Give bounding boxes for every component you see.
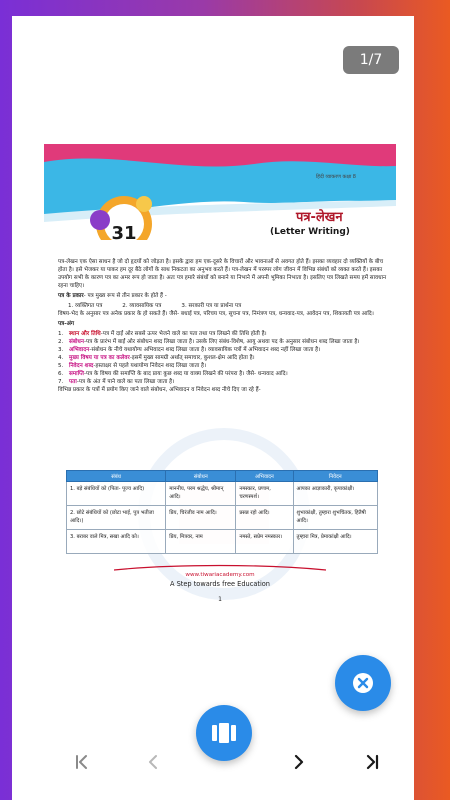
type-item: 3. सरकारी पत्र या प्रार्थना पत्र bbox=[181, 303, 242, 309]
page-navigation-bar bbox=[12, 740, 414, 784]
type-item: 1. व्यक्तिगत पत्र bbox=[68, 303, 103, 309]
list-item: 5. निवेदन शब्द-हस्ताक्षर से पहले यथायोग्य निवेदन शब्द लिखा जाता है। bbox=[58, 363, 207, 369]
table-cell: माननीय, परम श्रद्धेय, श्रीमान् आदि। bbox=[166, 482, 236, 506]
parts-list bbox=[58, 330, 388, 386]
types-note: विषय-भेद के अनुसार पत्र अनेक प्रकार के हो सकते हैं। जैसे- बधाई पत्र, परिचय पत्र, सूचना पत्र, निमंत्रण पत्र, धन्यवाद-पत्र, आवेदन पत्र, शिकायती पत्र आदि। bbox=[58, 311, 374, 317]
table-cell: तुम्हारा मित्र, प्रेमाकांक्षी आदि। bbox=[293, 530, 378, 554]
footer-divider bbox=[114, 564, 326, 572]
parts-heading: पत्र-अंग bbox=[58, 321, 75, 327]
first-page-button[interactable] bbox=[68, 750, 96, 774]
table-cell: 1. बड़े संबंधियों को (पिता- पूज्य आदि) bbox=[67, 482, 166, 506]
type-item: 2. व्यावसायिक पत्र bbox=[122, 303, 162, 309]
page-indicator: 1/7 bbox=[343, 46, 399, 74]
chapter-title-english: (Letter Writing) bbox=[270, 227, 350, 237]
close-icon bbox=[352, 672, 374, 694]
table-cell: 3. बराबर वाले मित्र, सखा आदि को। bbox=[67, 530, 166, 554]
list-item: 4. मुख्य विषय या पत्र का कलेवर-इसमें मुख्य सामग्री अर्थात् समाचार, कुशल-क्षेम आदि होता है। bbox=[58, 355, 255, 361]
page-number: 1 bbox=[218, 596, 222, 603]
table-row bbox=[67, 482, 378, 506]
close-button[interactable] bbox=[335, 655, 391, 711]
table-cell: शुभाकांक्षी, तुम्हारा शुभचिंतक, हितैषी आदि। bbox=[293, 506, 378, 530]
book-header: हिंदी व्याकरण कक्षा 8 bbox=[316, 174, 356, 180]
table-cell: नमस्कार, प्रणाम, चरणस्पर्श। bbox=[236, 482, 293, 506]
table-cell: 2. छोटे संबंधियों को (छोटा भाई, पुत्र भतीजा आदि।) bbox=[67, 506, 166, 530]
table-header: अभिवादन bbox=[236, 471, 293, 482]
table-cell: प्रसन्न रहो आदि। bbox=[236, 506, 293, 530]
table-row bbox=[67, 530, 378, 554]
table-header: निवेदन bbox=[293, 471, 378, 482]
document-page[interactable] bbox=[44, 144, 396, 636]
table-row bbox=[67, 506, 378, 530]
chapter-banner bbox=[44, 144, 396, 240]
types-list bbox=[58, 302, 388, 310]
table-intro: विभिन्न प्रकार के पत्रों में प्रयोग किए जाने वाले संबोधन, अभिवादन व निवेदन शब्द नीचे दिए जा रहे हैं- bbox=[58, 387, 261, 393]
tagline: A Step towards free Education bbox=[169, 580, 270, 588]
chapter-number: 31 bbox=[111, 223, 137, 244]
last-page-icon bbox=[363, 753, 381, 771]
website-link[interactable]: www.tiwariacademy.com bbox=[185, 572, 255, 578]
last-page-button[interactable] bbox=[358, 750, 386, 774]
table-cell: प्रिय, मित्रवर, नाम bbox=[166, 530, 236, 554]
list-item: 3. अभिवादन-संबोधन के नीचे यथायोग्य अभिवादन शब्द लिखा जाता है। व्यावसायिक पत्रों में अभिवादन शब्द नहीं लिखा जाता है। bbox=[58, 347, 321, 353]
list-item: 6. समाप्ति-पत्र के विषय की समाप्ति के बाद प्रायः कुछ शब्द या वाक्य लिखने की परंपरा है। जैसे- धन्यवाद आदि। bbox=[58, 371, 288, 377]
table-cell: आपका आज्ञाकारी, कृपाकांक्षी। bbox=[293, 482, 378, 506]
table-header: संबंध bbox=[67, 471, 166, 482]
first-page-icon bbox=[73, 753, 91, 771]
previous-page-icon bbox=[145, 753, 163, 771]
table-header: संबोधन bbox=[166, 471, 236, 482]
list-item: 7. पता-पत्र के अंत में पाने वाले का पता लिखा जाता है। bbox=[58, 379, 175, 385]
next-page-button[interactable] bbox=[284, 750, 312, 774]
document-body bbox=[58, 258, 388, 396]
types-intro: - पत्र मुख्य रूप से तीन प्रकार के होते हैं - bbox=[83, 293, 167, 299]
list-item: 2. संबोधन-पत्र के प्रारंभ में बाईं ओर संबोधन शब्द लिखा जाता है। उसके लिए संबंध-विशेष, आयु अथवा पद के अनुसार संबोधन शब्द लिखा जाता है। bbox=[58, 339, 360, 345]
table-cell: नमस्ते, सप्रेम नमस्कार। bbox=[236, 530, 293, 554]
types-line bbox=[58, 292, 388, 300]
types-heading: पत्र के प्रकार bbox=[58, 293, 84, 299]
next-page-icon bbox=[289, 753, 307, 771]
previous-page-button[interactable] bbox=[140, 750, 168, 774]
chapter-title-hindi: पत्र-लेखन bbox=[296, 210, 343, 225]
intro-paragraph: पत्र-लेखन एक ऐसा साधन है जो दो हृदयों को जोड़ता है। इसके द्वारा हम एक-दूसरे के विचारों और भावनाओं से अवगत होते हैं। इसका व्यवहार दो व्यक्तियों के बीच होता है। इसे भेजकर या पाकर हम दूर बैठे लोगों के साथ निकटता का अनुभव करते हैं। पत्र-लेखन में परस्पर लोग जीवन में विभिन्न संबंधों को व्यक्त करते हैं। इसका उपयोग सभी के कारण पत्र का अमर रूप हो जाता है। अतः पत्र हमारे संबंधों को बनाने या निभाने में अपनी भूमिका निभाता है। इसलिए पत्र लिखते समय हमें सावधान रहना चाहिए। bbox=[58, 259, 387, 289]
table-cell: प्रिय, चिरंजीव नाम आदि। bbox=[166, 506, 236, 530]
list-item: 1. स्थान और तिथि-पत्र में दाईं ओर सबसे ऊपर भेजने वाले का पता तथा पत्र लिखने की तिथि होती है। bbox=[58, 331, 267, 337]
salutation-table bbox=[66, 470, 378, 554]
table-header-row bbox=[67, 471, 378, 482]
